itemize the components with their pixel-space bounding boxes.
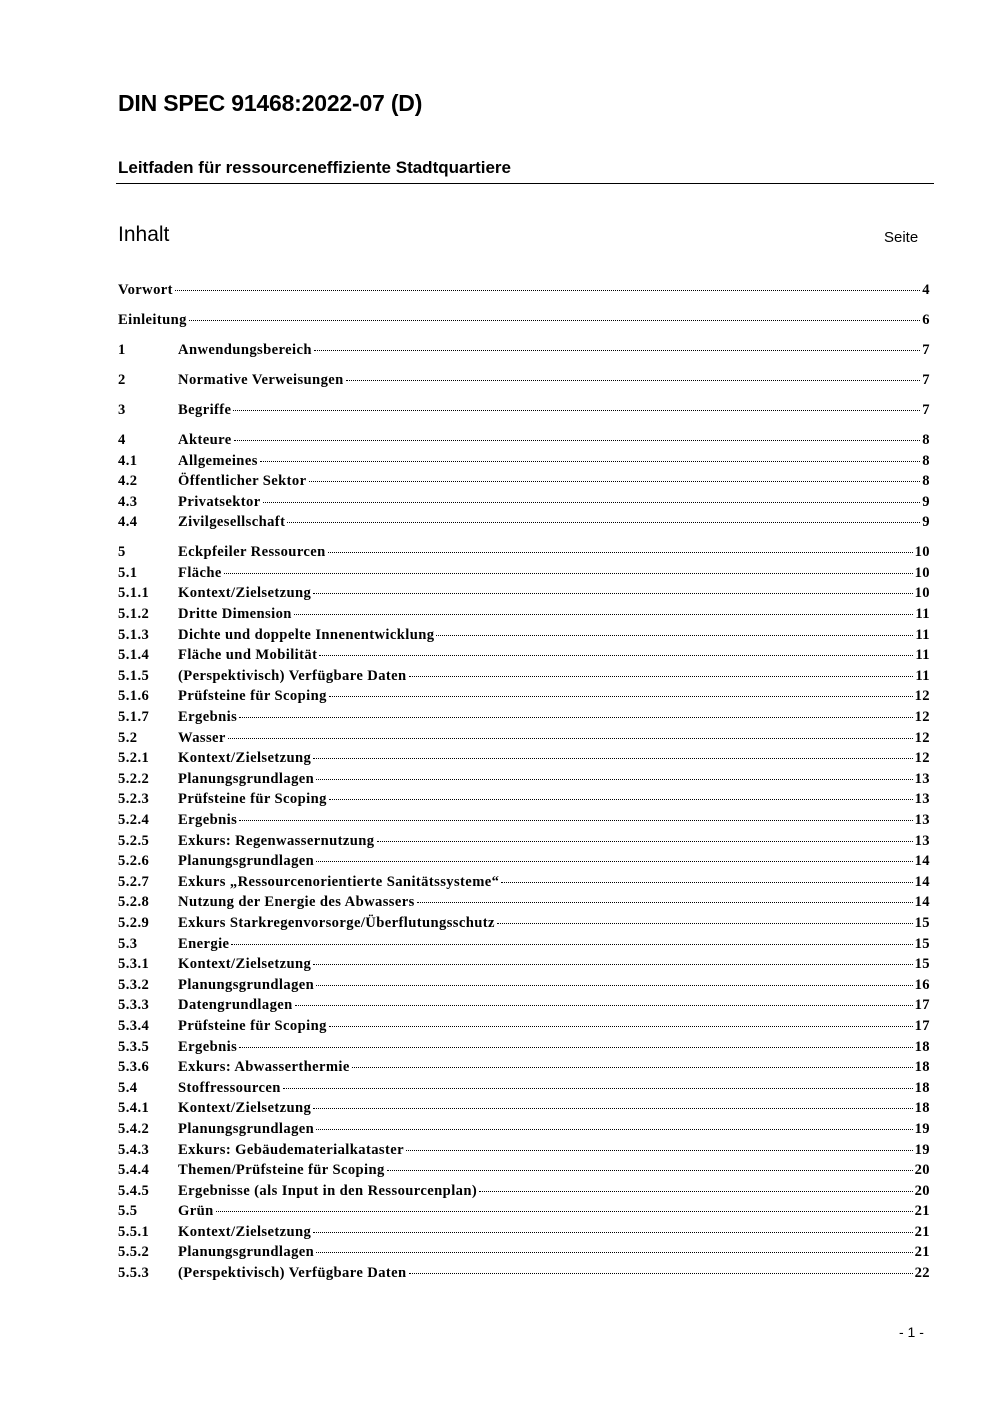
toc-entry[interactable]: [118, 625, 930, 646]
toc-entry-page: 18: [914, 1100, 930, 1117]
toc-entry[interactable]: [118, 810, 930, 831]
toc-dot-leader: [287, 522, 920, 523]
toc-entry-label: Ergebnis: [178, 1038, 238, 1055]
toc-entry-number: 5.5: [118, 1203, 138, 1220]
toc-entry-number: 5.2.8: [118, 894, 150, 911]
footer-page-number: - 1 -: [899, 1324, 924, 1340]
toc-dot-leader: [313, 758, 912, 759]
toc-entry-label: Datengrundlagen: [178, 997, 293, 1014]
toc-entry-label: Exkurs „Ressourcenorientierte Sanitätssysteme“: [178, 873, 500, 890]
toc-dot-leader: [228, 738, 913, 739]
toc-entry-label: Privatsektor: [178, 493, 261, 510]
toc-entry-page: 10: [914, 564, 930, 581]
toc-dot-leader: [313, 593, 912, 594]
toc-dot-leader: [239, 1047, 912, 1048]
toc-entry-number: 5.3: [118, 935, 138, 952]
toc-entry-page: 7: [922, 401, 930, 418]
toc-entry[interactable]: [118, 1078, 930, 1099]
toc-entry-number: 5.1: [118, 564, 138, 581]
toc-dot-leader: [234, 440, 921, 441]
toc-entry-number: 4.1: [118, 452, 138, 469]
title-divider: [116, 183, 934, 184]
toc-dot-leader: [352, 1067, 913, 1068]
toc-entry[interactable]: [118, 707, 930, 728]
toc-entry-number: 5.2.6: [118, 853, 150, 870]
toc-entry-label: Planungsgrundlagen: [178, 853, 315, 870]
toc-dot-leader: [316, 1129, 912, 1130]
toc-entry-number: 5.2.9: [118, 914, 150, 931]
toc-entry-label: Begriffe: [178, 401, 232, 418]
toc-dot-leader: [314, 350, 920, 351]
toc-entry-label: Planungsgrundlagen: [178, 976, 315, 993]
toc-dot-leader: [175, 290, 920, 291]
toc-entry-page: 12: [914, 750, 930, 767]
toc-entry-label: Planungsgrundlagen: [178, 770, 315, 787]
toc-entry[interactable]: [118, 370, 930, 391]
toc-entry-page: 8: [922, 473, 930, 490]
toc-entry-number: 5.1.4: [118, 647, 150, 664]
toc-entry-page: 13: [914, 832, 930, 849]
toc-entry-label: Nutzung der Energie des Abwassers: [178, 894, 415, 911]
toc-entry-number: 5.3.5: [118, 1038, 150, 1055]
toc-entry-label: Fläche: [178, 564, 222, 581]
toc-entry-page: 20: [914, 1162, 930, 1179]
toc-entry-label: Einleitung: [118, 311, 187, 328]
toc-entry-page: 14: [914, 853, 930, 870]
toc-entry-label: Ergebnisse (als Input in den Ressourcenplan): [178, 1182, 478, 1199]
toc-entry-page: 13: [914, 791, 930, 808]
toc-dot-leader: [231, 944, 912, 945]
toc-entry-number: 5.2.5: [118, 832, 150, 849]
toc-entry-label: (Perspektivisch) Verfügbare Daten: [178, 667, 407, 684]
toc-entry[interactable]: [118, 542, 930, 563]
toc-dot-leader: [329, 799, 913, 800]
toc-entry-label: Dichte und doppelte Innenentwicklung: [178, 626, 435, 643]
toc-entry-page: 6: [922, 311, 930, 328]
toc-entry-number: 5.1.2: [118, 606, 150, 623]
toc-dot-leader: [239, 717, 912, 718]
toc-dot-leader: [346, 380, 921, 381]
toc-dot-leader: [233, 410, 920, 411]
toc-entry-label: Zivilgesellschaft: [178, 514, 286, 531]
toc-dot-leader: [224, 573, 913, 574]
toc-entry-page: 7: [922, 371, 930, 388]
toc-entry[interactable]: [118, 1181, 930, 1202]
toc-entry-page: 20: [914, 1182, 930, 1199]
toc-entry[interactable]: [118, 748, 930, 769]
toc-entry-label: Kontext/Zielsetzung: [178, 585, 312, 602]
toc-dot-leader: [501, 882, 912, 883]
toc-entry-number: 1: [118, 341, 126, 358]
toc-entry-label: Vorwort: [118, 282, 173, 298]
toc-entry-page: 18: [914, 1059, 930, 1076]
toc-entry-page: 21: [914, 1223, 930, 1240]
toc-entry[interactable]: [118, 1057, 930, 1078]
document-title: DIN SPEC 91468:2022-07 (D): [118, 90, 423, 116]
toc-entry-label: Akteure: [178, 431, 232, 448]
toc-entry-label: Wasser: [178, 729, 226, 746]
toc-entry-number: 5.4.5: [118, 1182, 150, 1199]
toc-entry-label: Prüfsteine für Scoping: [178, 791, 327, 808]
toc-dot-leader: [329, 696, 913, 697]
toc-entry-number: 5.3.4: [118, 1017, 150, 1034]
toc-entry[interactable]: [118, 1140, 930, 1161]
toc-entry[interactable]: [118, 934, 930, 955]
toc-entry-number: 5.1.1: [118, 585, 150, 602]
toc-entry[interactable]: [118, 769, 930, 790]
toc-entry-number: 5.2.1: [118, 750, 150, 767]
toc-entry-number: 4.4: [118, 514, 138, 531]
toc-entry-number: 5.1.3: [118, 626, 150, 643]
toc-entry-label: Prüfsteine für Scoping: [178, 688, 327, 705]
toc-entry-page: 13: [914, 812, 930, 828]
toc-entry-page: 12: [914, 729, 930, 746]
toc-dot-leader: [436, 635, 913, 636]
toc-entry-label: (Perspektivisch) Verfügbare Daten: [178, 1265, 407, 1282]
toc-entry-label: Planungsgrundlagen: [178, 1120, 315, 1137]
toc-entry-number: 5.5.1: [118, 1223, 150, 1240]
toc-entry-number: 5.3.2: [118, 976, 150, 993]
toc-dot-leader: [329, 1026, 913, 1027]
toc-dot-leader: [316, 985, 912, 986]
toc-entry[interactable]: [118, 1222, 930, 1243]
toc-dot-leader: [189, 320, 920, 321]
toc-entry-label: Exkurs: Regenwassernutzung: [178, 832, 375, 849]
toc-entry-page: 19: [914, 1120, 930, 1137]
toc-entry[interactable]: [118, 400, 930, 421]
toc-dot-leader: [497, 923, 913, 924]
toc-entry-page: 14: [914, 894, 930, 911]
toc-dot-leader: [283, 1088, 913, 1089]
toc-entry-label: Exkurs: Gebäudematerialkataster: [178, 1141, 405, 1158]
toc-dot-leader: [263, 502, 921, 503]
toc-dot-leader: [316, 1252, 912, 1253]
toc-entry-label: Energie: [178, 935, 230, 952]
toc-entry-page: 8: [922, 452, 930, 469]
toc-entry-number: 5.4.4: [118, 1162, 150, 1179]
toc-entry-label: Ergebnis: [178, 812, 238, 828]
toc-entry-page: 18: [914, 1038, 930, 1055]
toc-entry-page: 15: [914, 935, 930, 952]
toc-entry-page: 11: [915, 647, 930, 664]
toc-entry-page: 4: [922, 282, 930, 298]
toc-entry-number: 4: [118, 431, 126, 448]
toc-dot-leader: [239, 820, 912, 821]
toc-entry-label: Allgemeines: [178, 452, 258, 469]
toc-entry-page: 7: [922, 341, 930, 358]
toc-entry[interactable]: [118, 430, 930, 451]
toc-dot-leader: [319, 655, 913, 656]
toc-entry-number: 4.2: [118, 473, 138, 490]
toc-entry[interactable]: [118, 1098, 930, 1119]
toc-dot-leader: [409, 676, 914, 677]
toc-dot-leader: [313, 1108, 912, 1109]
toc-entry-label: Fläche und Mobilität: [178, 647, 318, 664]
toc-entry-label: Öffentlicher Sektor: [178, 473, 307, 490]
toc-entry-page: 14: [914, 873, 930, 890]
toc-entry-page: 21: [914, 1203, 930, 1220]
toc-entry-label: Themen/Prüfsteine für Scoping: [178, 1162, 385, 1179]
toc-entry[interactable]: [118, 789, 930, 810]
toc-entry-number: 5.2.7: [118, 873, 150, 890]
toc-entry[interactable]: [118, 280, 930, 301]
toc-entry[interactable]: [118, 451, 930, 472]
toc-entry-label: Dritte Dimension: [178, 606, 292, 623]
toc-entry-number: 5.5.2: [118, 1244, 150, 1261]
toc-entry-label: Prüfsteine für Scoping: [178, 1017, 327, 1034]
toc-entry-page: 11: [915, 667, 930, 684]
toc-entry[interactable]: [118, 583, 930, 604]
toc-entry-label: Ergebnis: [178, 709, 238, 726]
toc-dot-leader: [313, 964, 912, 965]
toc-entry-page: 12: [914, 709, 930, 726]
toc-entry-label: Kontext/Zielsetzung: [178, 1223, 312, 1240]
table-of-contents: [118, 280, 930, 1284]
toc-entry[interactable]: [118, 666, 930, 687]
toc-entry-number: 5.4: [118, 1079, 138, 1096]
toc-dot-leader: [417, 902, 913, 903]
toc-entry-label: Planungsgrundlagen: [178, 1244, 315, 1261]
toc-entry-number: 5.3.3: [118, 997, 150, 1014]
toc-entry-number: 5.5.3: [118, 1265, 150, 1282]
toc-dot-leader: [406, 1150, 913, 1151]
toc-dot-leader: [260, 461, 921, 462]
toc-dot-leader: [295, 1005, 913, 1006]
toc-entry[interactable]: [118, 831, 930, 852]
toc-dot-leader: [313, 1232, 912, 1233]
toc-entry-page: 12: [914, 688, 930, 705]
contents-heading: Inhalt: [118, 223, 170, 246]
toc-entry-page: 17: [914, 1017, 930, 1034]
toc-entry-label: Kontext/Zielsetzung: [178, 1100, 312, 1117]
toc-entry-number: 5.1.6: [118, 688, 150, 705]
toc-entry[interactable]: [118, 1119, 930, 1140]
toc-entry-page: 9: [922, 514, 930, 531]
toc-entry-page: 8: [922, 431, 930, 448]
toc-entry[interactable]: [118, 1037, 930, 1058]
toc-entry-label: Kontext/Zielsetzung: [178, 750, 312, 767]
toc-entry[interactable]: [118, 563, 930, 584]
toc-entry[interactable]: [118, 1201, 930, 1222]
toc-dot-leader: [328, 552, 913, 553]
toc-entry-label: Anwendungsbereich: [178, 341, 312, 358]
toc-entry-page: 11: [915, 626, 930, 643]
toc-entry-page: 10: [914, 585, 930, 602]
toc-entry-number: 3: [118, 401, 126, 418]
toc-entry-page: 18: [914, 1079, 930, 1096]
toc-entry[interactable]: [118, 512, 930, 533]
toc-entry-page: 17: [914, 997, 930, 1014]
toc-dot-leader: [409, 1273, 913, 1274]
toc-entry-page: 9: [922, 493, 930, 510]
toc-entry[interactable]: [118, 851, 930, 872]
toc-entry-label: Kontext/Zielsetzung: [178, 956, 312, 973]
toc-dot-leader: [294, 614, 914, 615]
toc-entry[interactable]: [118, 340, 930, 361]
toc-entry-label: Exkurs: Abwasserthermie: [178, 1059, 350, 1076]
toc-entry-number: 5.2: [118, 729, 138, 746]
toc-entry-label: Exkurs Starkregenvorsorge/Überflutungsschutz: [178, 914, 495, 931]
toc-entry-number: 5.2.3: [118, 791, 150, 808]
toc-dot-leader: [316, 779, 912, 780]
toc-entry[interactable]: [118, 1160, 930, 1181]
toc-dot-leader: [316, 861, 912, 862]
toc-entry-number: 5.1.5: [118, 667, 150, 684]
toc-entry[interactable]: [118, 872, 930, 893]
toc-entry-number: 5.4.2: [118, 1120, 150, 1137]
toc-entry[interactable]: [118, 471, 930, 492]
toc-dot-leader: [479, 1191, 912, 1192]
toc-entry-page: 21: [914, 1244, 930, 1261]
toc-entry[interactable]: [118, 1242, 930, 1263]
toc-entry[interactable]: [118, 913, 930, 934]
toc-entry-number: 5.3.1: [118, 956, 150, 973]
toc-entry-page: 10: [914, 544, 930, 561]
toc-entry[interactable]: [118, 1016, 930, 1037]
toc-entry-page: 15: [914, 956, 930, 973]
toc-entry-number: 2: [118, 371, 126, 388]
toc-entry[interactable]: [118, 645, 930, 666]
toc-entry-label: Stoffressourcen: [178, 1079, 281, 1096]
toc-entry[interactable]: [118, 604, 930, 625]
toc-dot-leader: [387, 1170, 913, 1171]
toc-entry[interactable]: [118, 975, 930, 996]
toc-entry-page: 13: [914, 770, 930, 787]
toc-entry-number: 5.1.7: [118, 709, 150, 726]
toc-entry-label: Normative Verweisungen: [178, 371, 344, 388]
toc-entry-label: Grün: [178, 1203, 214, 1220]
toc-entry-number: 5.3.6: [118, 1059, 150, 1076]
toc-entry[interactable]: [118, 1263, 930, 1284]
toc-entry-page: 19: [914, 1141, 930, 1158]
toc-entry[interactable]: [118, 310, 930, 331]
toc-entry-number: 4.3: [118, 493, 138, 510]
toc-dot-leader: [309, 481, 921, 482]
toc-entry-page: 11: [915, 606, 930, 623]
document-subtitle: Leitfaden für ressourceneffiziente Stadtquartiere: [118, 158, 511, 177]
toc-entry[interactable]: [118, 686, 930, 707]
toc-entry[interactable]: [118, 954, 930, 975]
toc-entry[interactable]: [118, 995, 930, 1016]
toc-entry-page: 22: [914, 1265, 930, 1282]
toc-entry-label: Eckpfeiler Ressourcen: [178, 544, 326, 561]
toc-entry-page: 15: [914, 914, 930, 931]
toc-entry-number: 5.2.4: [118, 812, 150, 828]
toc-entry[interactable]: [118, 492, 930, 513]
toc-entry-number: 5.2.2: [118, 770, 150, 787]
toc-dot-leader: [377, 841, 913, 842]
toc-entry[interactable]: [118, 728, 930, 749]
toc-entry-number: 5.4.1: [118, 1100, 150, 1117]
toc-entry-number: 5: [118, 544, 126, 561]
toc-entry-number: 5.4.3: [118, 1141, 150, 1158]
toc-entry[interactable]: [118, 892, 930, 913]
page-column-label: Seite: [884, 229, 919, 246]
toc-entry-page: 16: [914, 976, 930, 993]
toc-dot-leader: [216, 1211, 913, 1212]
